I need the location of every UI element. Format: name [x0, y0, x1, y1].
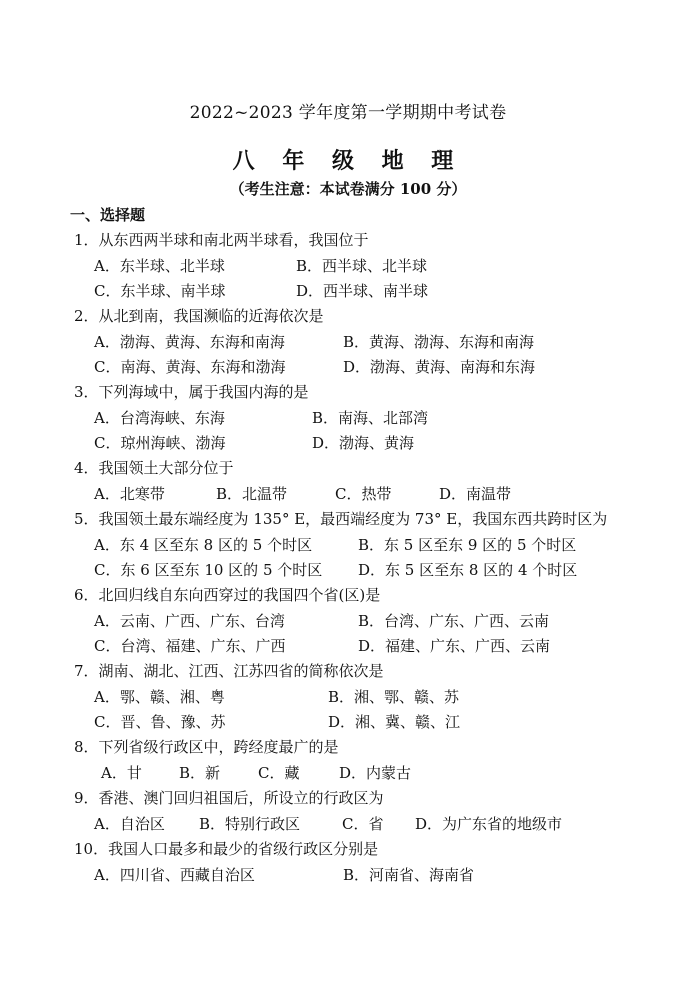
subject-title: 八 年 级 地 理	[232, 148, 464, 174]
question-3-option-b: B．南海、北部湾	[312, 409, 429, 427]
question-6-option-c: C．台湾、福建、广东、广西	[94, 637, 286, 655]
question-8-option-a: A．甘	[101, 764, 142, 782]
question-6-option-a: A．云南、广西、广东、台湾	[94, 612, 285, 630]
question-3-option-c: C．琼州海峡、渤海	[94, 434, 226, 452]
question-1-stem: 1．从东西两半球和南北两半球看，我国位于	[74, 231, 369, 249]
question-6-option-d: D．福建、广东、广西、云南	[358, 637, 551, 655]
question-9-option-a: A．自治区	[94, 815, 165, 833]
question-4-stem: 4．我国领土大部分位于	[74, 459, 234, 477]
question-8-stem: 8．下列省级行政区中，跨经度最广的是	[74, 738, 339, 756]
question-4-option-b: B．北温带	[216, 485, 288, 503]
question-7-option-a: A．鄂、赣、湘、粤	[94, 688, 225, 706]
exam-title: 2022~2023 学年度第一学期期中考试卷	[189, 103, 507, 123]
score-note: （考生注意：本试卷满分 100 分）	[229, 180, 467, 198]
question-4-option-a: A．北寒带	[94, 485, 165, 503]
question-7-option-b: B．湘、鄂、赣、苏	[328, 688, 460, 706]
question-3-option-d: D．渤海、黄海	[312, 434, 415, 452]
question-10-stem: 10．我国人口最多和最少的省级行政区分别是	[74, 840, 379, 858]
question-8-option-c: C．藏	[258, 764, 300, 782]
question-5-option-b: B．东 5 区至东 9 区的 5 个时区	[358, 536, 577, 554]
question-1-option-b: B．西半球、北半球	[296, 257, 428, 275]
question-7-stem: 7．湖南、湖北、江西、江苏四省的简称依次是	[74, 662, 384, 680]
question-5-option-a: A．东 4 区至东 8 区的 5 个时区	[94, 536, 313, 554]
section-heading: 一、选择题	[70, 206, 146, 224]
question-1-option-a: A．东半球、北半球	[94, 257, 225, 275]
question-9-option-b: B．特别行政区	[199, 815, 301, 833]
question-2-option-a: A．渤海、黄海、东海和南海	[94, 333, 285, 351]
question-7-option-c: C．晋、鲁、豫、苏	[94, 713, 226, 731]
question-7-option-d: D．湘、冀、赣、江	[328, 713, 461, 731]
question-5-option-c: C．东 6 区至东 10 区的 5 个时区	[94, 561, 323, 579]
question-9-option-c: C．省	[342, 815, 384, 833]
question-10-option-b: B．河南省、海南省	[343, 866, 475, 884]
question-1-option-d: D．西半球、南半球	[296, 282, 429, 300]
question-4-option-c: C．热带	[335, 485, 392, 503]
question-2-option-d: D．渤海、黄海、南海和东海	[343, 358, 536, 376]
question-3-stem: 3．下列海域中，属于我国内海的是	[74, 383, 309, 401]
question-10-option-a: A．四川省、西藏自治区	[94, 866, 255, 884]
question-6-stem: 6．北回归线自东向西穿过的我国四个省(区)是	[74, 586, 381, 604]
question-8-option-b: B．新	[179, 764, 221, 782]
question-9-option-d: D．为广东省的地级市	[415, 815, 563, 833]
question-5-option-d: D．东 5 区至东 8 区的 4 个时区	[358, 561, 578, 579]
question-4-option-d: D．南温带	[439, 485, 512, 503]
question-2-stem: 2．从北到南，我国濒临的近海依次是	[74, 307, 324, 325]
question-8-option-d: D．内蒙古	[339, 764, 412, 782]
question-3-option-a: A．台湾海峡、东海	[94, 409, 225, 427]
question-2-option-b: B．黄海、渤海、东海和南海	[343, 333, 535, 351]
question-5-stem: 5．我国领土最东端经度为 135° E，最西端经度为 73° E，我国东西共跨时区为	[74, 510, 608, 528]
question-9-stem: 9．香港、澳门回归祖国后，所设立的行政区为	[74, 789, 384, 807]
question-2-option-c: C．南海、黄海、东海和渤海	[94, 358, 286, 376]
question-1-option-c: C．东半球、南半球	[94, 282, 226, 300]
question-6-option-b: B．台湾、广东、广西、云南	[358, 612, 550, 630]
